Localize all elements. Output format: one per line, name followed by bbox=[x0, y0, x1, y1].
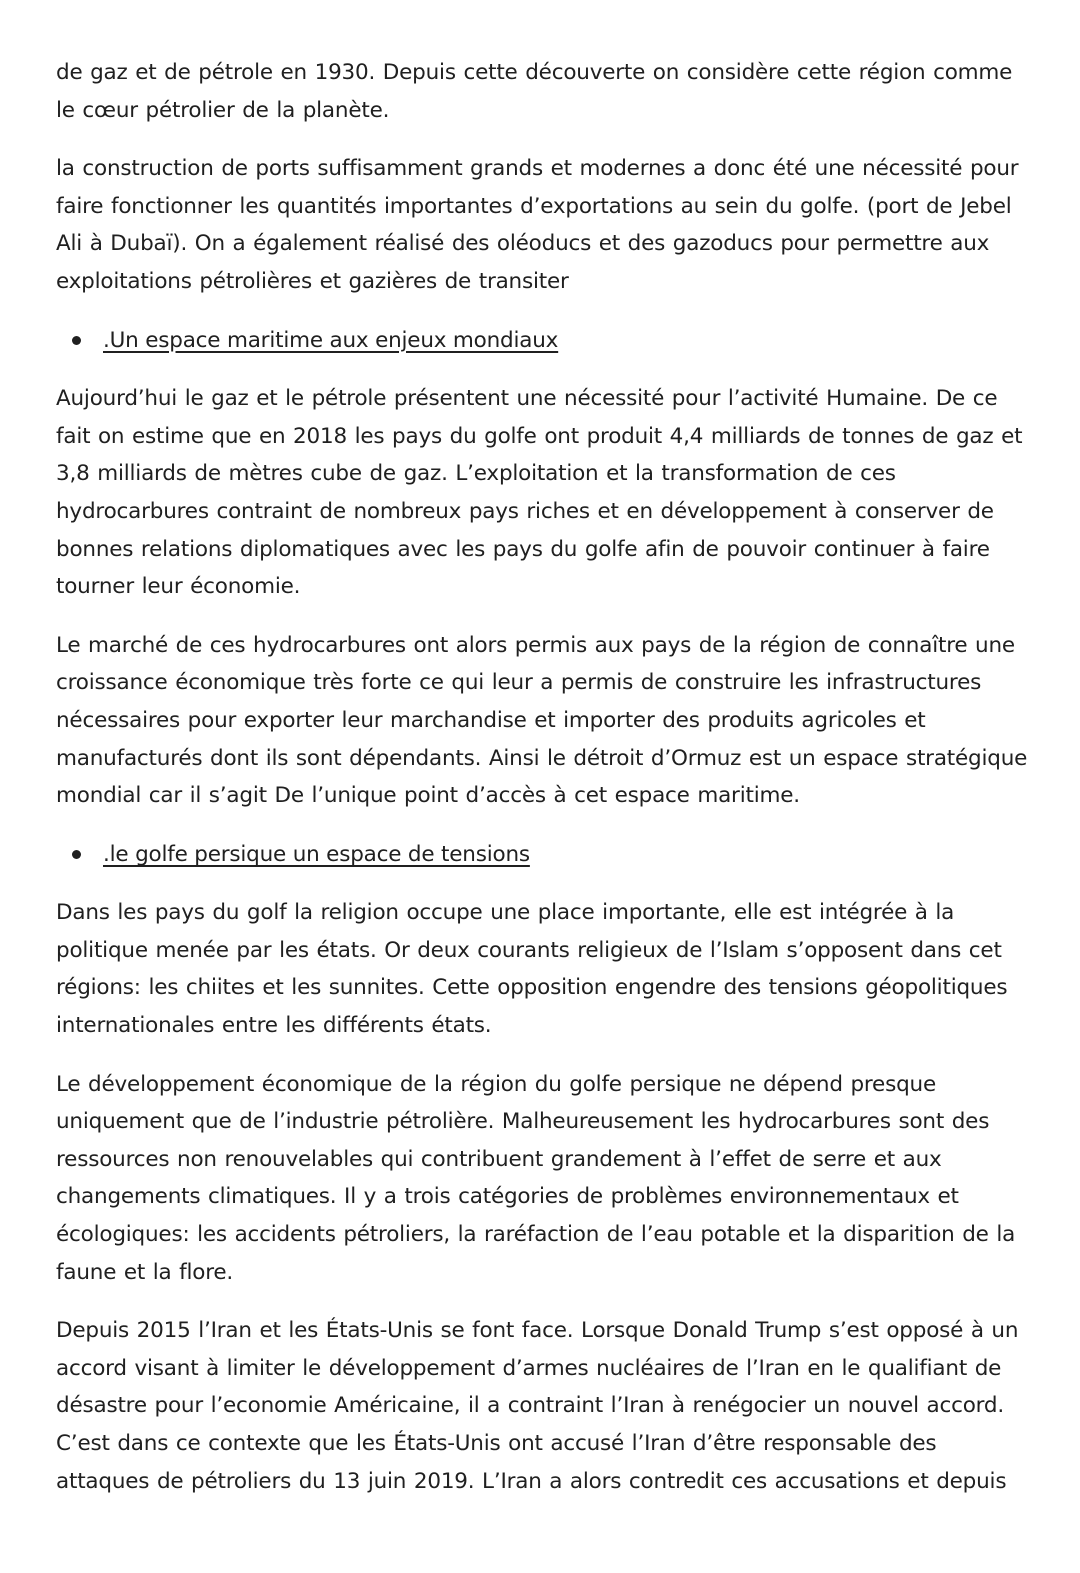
bullet-icon bbox=[72, 336, 81, 345]
section-heading-tensions bbox=[56, 836, 1028, 874]
bullet-icon bbox=[72, 850, 81, 859]
paragraph-ports-construction: la construction de ports suffisamment grands et modernes a donc été une nécessité pour faire fonctionner les quantités importantes d’exportations au sein du golfe. (port de Jebel Ali à Dubaï). On a également réalisé des oléoducs et des gazoducs pour permettre aux exploitations pétrolières et gazières de transiter bbox=[56, 156, 1019, 294]
paragraph-iran-usa: Depuis 2015 l’Iran et les États-Unis se font face. Lorsque Donald Trump s’est opposé à un accord visant à limiter le développement d’armes nucléaires de l’Iran en le qualifiant de désastre pour l’economie Américaine, il a contraint l’Iran à renégocier un nouvel accord. C’est dans ce contexte que les États-Unis ont accusé l’Iran d’être responsable des attaques de pétroliers du 13 juin 2019. L’Iran a alors contredit ces accusations et depuis bbox=[56, 1318, 1019, 1494]
paragraph-oil-discovery: de gaz et de pétrole en 1930. Depuis cette découverte on considère cette région comme le cœur pétrolier de la planète. bbox=[56, 60, 1013, 123]
section-heading-text: .le golfe persique un espace de tensions bbox=[103, 841, 530, 867]
section-heading-text: .Un espace maritime aux enjeux mondiaux bbox=[103, 327, 559, 353]
paragraph-hydrocarbon-market: Le marché de ces hydrocarbures ont alors permis aux pays de la région de connaître une croissance économique très forte ce qui leur a permis de construire les infrastructures nécessaires pour exporter leur marchandise et importer des produits agricoles et manufacturés dont ils sont dépendants. Ainsi le détroit d’Ormuz est un espace stratégique mondial car il s’agit De l’unique point d’accès à cet espace maritime. bbox=[56, 632, 1028, 809]
section-heading-maritime-stakes bbox=[56, 322, 1028, 360]
document-page bbox=[56, 54, 1028, 1521]
paragraph-environment: Le développement économique de la région du golfe persique ne dépend presque uniquement que de l’industrie pétrolière. Malheureusement les hydrocarbures sont des ressources non renouvelables qui contribuent grandement à l’effet de serre et aux changements climatiques. Il y a trois catégories de problèmes environnementaux et écologiques: les accidents pétroliers, la raréfaction de l’eau potable et la disparition de la faune et la flore. bbox=[56, 1071, 1016, 1285]
paragraph-gas-oil-necessity: Aujourd’hui le gaz et le pétrole présentent une nécessité pour l’activité Humaine. De ce fait on estime que en 2018 les pays du golfe ont produit 4,4 milliards de tonnes de gaz et 3,8 milliards de mètres cube de gaz. L’exploitation et la transformation de ces hydrocarbures contraint de nombreux pays riches et en développement à conserver de bonnes relations diplomatiques avec les pays du golfe afin de pouvoir continuer à faire tourner leur économie. bbox=[56, 386, 1023, 600]
paragraph-religion: Dans les pays du golf la religion occupe une place importante, elle est intégrée à la politique menée par les états. Or deux courants religieux de l’Islam s’opposent dans cet régions: les chiites et les sunnites. Cette opposition engendre des tensions géopolitiques internationales entre les différents états. bbox=[56, 900, 1008, 1039]
